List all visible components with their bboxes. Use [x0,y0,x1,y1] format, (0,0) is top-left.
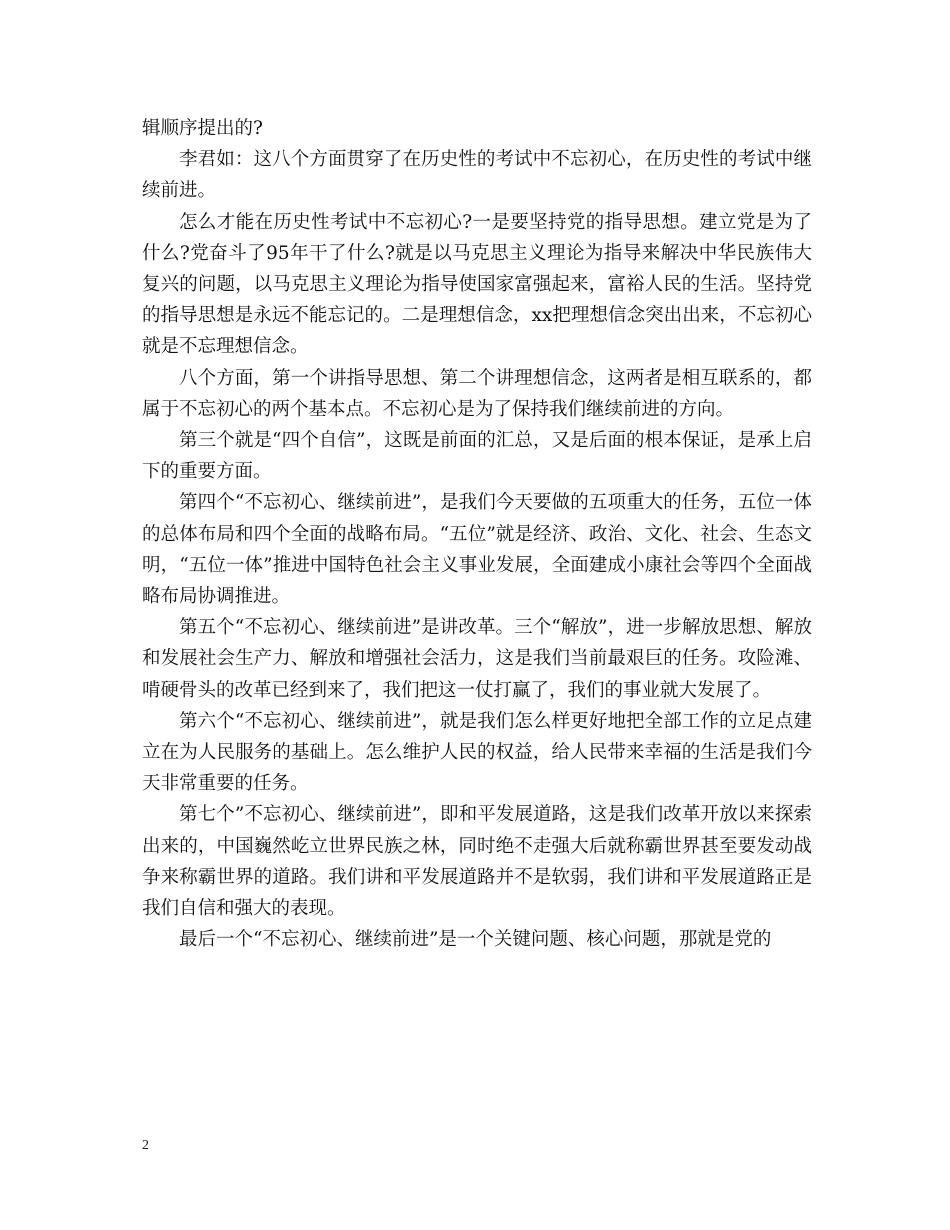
paragraph: 最后一个“不忘初心、继续前进”是一个关键问题、核心问题，那就是党的 [179,929,772,951]
paragraph: 李君如：这八个方面贯穿了在历史性的考试中不忘初心，在历史性的考试中继续前进。 [142,149,812,202]
paragraph: 辑顺序提出的? [142,118,263,139]
paragraph: 第五个“不忘初心、继续前进”是讲改革。三个“解放”，进一步解放思想、解放和发展社会生产力、解放和增强社会活力，这是我们当前最艰巨的任务。攻险滩、啃硬骨头的改革已经到来了，我们把这一仗打赢了，我们的事业就大发展了。 [142,617,812,701]
paragraph: 怎么才能在历史性考试中不忘初心?一是要坚持党的指导思想。建立党是为了什么?党奋斗了95年干了什么?就是以马克思主义理论为指导来解决中华民族伟大复兴的问题，以马克思主义理论为指导使国家富强起来，富裕人民的生活。坚持党的指导思想是永远不能忘记的。二是理想信念，xx把理想信念突出出来，不忘初心就是不忘理想信念。 [142,211,812,358]
paragraph: 第七个”不忘初心、继续前进”，即和平发展道路，这是我们改革开放以来探索出来的，中国巍然屹立世界民族之林，同时绝不走强大后就称霸世界甚至要发动战争来称霸世界的道路。我们讲和平发展道路并不是软弱，我们讲和平发展道路正是我们自信和强大的表现。 [142,804,812,920]
paragraph: 八个方面，第一个讲指导思想、第二个讲理想信念，这两者是相互联系的，都属于不忘初心的两个基本点。不忘初心是为了保持我们继续前进的方向。 [142,367,812,420]
paragraph: 第四个“不忘初心、继续前进”，是我们今天要做的五项重大的任务，五位一体的总体布局和四个全面的战略布局。“五位”就是经济、政治、文化、社会、生态文明，“五位一体”推进中国特色社会主义事业发展，全面建成小康社会等四个全面战略布局协调推进。 [142,492,812,608]
paragraph: 第六个“不忘初心、继续前进”，就是我们怎么样更好地把全部工作的立足点建立在为人民服务的基础上。怎么维护人民的权益，给人民带来幸福的生活是我们今天非常重要的任务。 [142,710,812,795]
paragraph: 第三个就是“四个自信”，这既是前面的汇总，又是后面的根本保证，是承上启下的重要方面。 [142,430,812,483]
document-body [142,113,812,955]
page-number: 2 [142,1138,149,1153]
